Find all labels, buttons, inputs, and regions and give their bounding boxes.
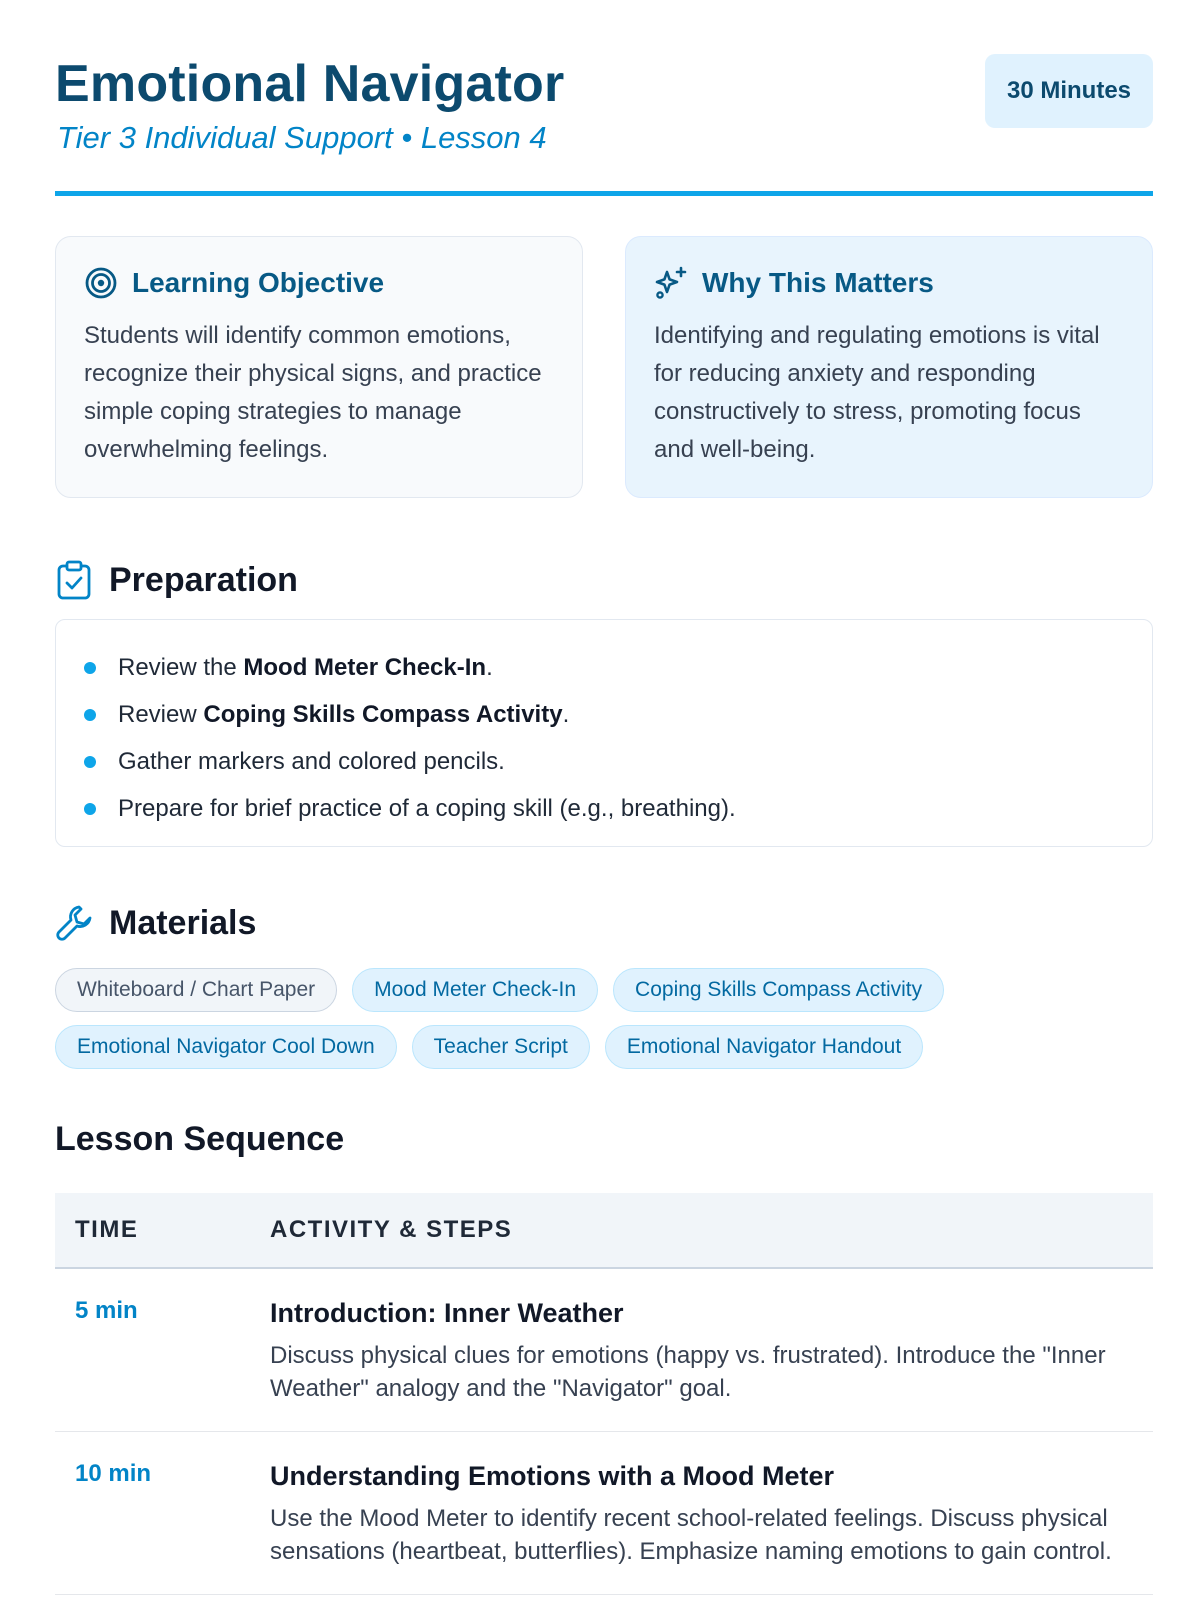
materials-title: Materials (109, 903, 257, 942)
table-row (55, 1269, 1153, 1432)
activity-description: Use the Mood Meter to identify recent school-related feelings. Discuss physical sensations (heartbeat, butterflies). Emphasize naming emotions to gain control. (270, 1505, 1112, 1565)
duration-badge: 30 Minutes (985, 54, 1153, 128)
preparation-heading (55, 555, 298, 605)
list-item-text: Gather markers and colored pencils. (118, 747, 505, 775)
material-tag-link[interactable]: Teacher Script (412, 1025, 590, 1069)
tag-row (55, 968, 1153, 1012)
why-this-matters-header (654, 263, 1124, 303)
target-icon (84, 266, 118, 300)
column-header-time: TIME (75, 1216, 139, 1243)
activity-title: Introduction: Inner Weather (270, 1298, 624, 1328)
table-row (55, 1432, 1153, 1595)
table-header (55, 1193, 1153, 1269)
row-activity (270, 1269, 1153, 1431)
sparkles-icon (654, 266, 688, 300)
bullet-icon (84, 756, 96, 768)
tag-row (55, 1025, 1153, 1069)
learning-objective-header (84, 263, 554, 303)
clipboard-check-icon (55, 560, 93, 600)
list-item (84, 691, 1124, 738)
intro-cards (55, 236, 1153, 498)
activity-description: Discuss physical clues for emotions (happy vs. frustrated). Introduce the "Inner Weather" analogy and the "Navigator" goal. (270, 1342, 1106, 1402)
learning-objective-text: Students will identify common emotions, recognize their physical signs, and practice simple coping strategies to manage overwhelming feelings. (84, 322, 542, 463)
learning-objective-title: Learning Objective (132, 267, 385, 298)
page-subtitle: Tier 3 Individual Support • Lesson 4 (57, 120, 547, 155)
list-item-text: Prepare for brief practice of a coping skill (e.g., breathing). (118, 794, 736, 822)
bullet-icon (84, 709, 96, 721)
material-tag-link[interactable]: Coping Skills Compass Activity (613, 968, 944, 1012)
row-activity (270, 1432, 1153, 1594)
why-this-matters-text: Identifying and regulating emotions is vital for reducing anxiety and responding constructively to stress, promoting focus and well-being. (654, 322, 1100, 463)
preparation-list (55, 619, 1153, 847)
list-item (84, 785, 1124, 832)
bullet-icon (84, 803, 96, 815)
wrench-icon (55, 903, 93, 943)
list-item-text: Review the Mood Meter Check-In. (118, 653, 493, 681)
row-time: 5 min (75, 1297, 138, 1324)
activity-title: Understanding Emotions with a Mood Meter (270, 1461, 835, 1491)
list-item (84, 738, 1124, 785)
lesson-header (55, 0, 1153, 196)
material-tag-link[interactable]: Mood Meter Check-In (352, 968, 598, 1012)
material-tag[interactable]: Whiteboard / Chart Paper (55, 968, 337, 1012)
preparation-title: Preparation (109, 560, 298, 599)
learning-objective-card (55, 236, 583, 498)
lesson-sequence-title: Lesson Sequence (55, 1120, 345, 1158)
lesson-page (55, 0, 1153, 1565)
material-tag-link[interactable]: Emotional Navigator Cool Down (55, 1025, 397, 1069)
bullet-icon (84, 662, 96, 674)
column-header-activity: ACTIVITY & STEPS (270, 1216, 513, 1243)
lesson-sequence-table (55, 1193, 1153, 1595)
list-item (84, 644, 1124, 691)
list-item-text: Review Coping Skills Compass Activity. (118, 700, 570, 728)
row-time: 10 min (75, 1460, 152, 1487)
why-this-matters-title: Why This Matters (702, 267, 934, 298)
why-this-matters-card (625, 236, 1153, 498)
materials-tags (55, 968, 1153, 1082)
page-title: Emotional Navigator (55, 55, 565, 113)
materials-heading (55, 898, 256, 948)
material-tag-link[interactable]: Emotional Navigator Handout (605, 1025, 923, 1069)
